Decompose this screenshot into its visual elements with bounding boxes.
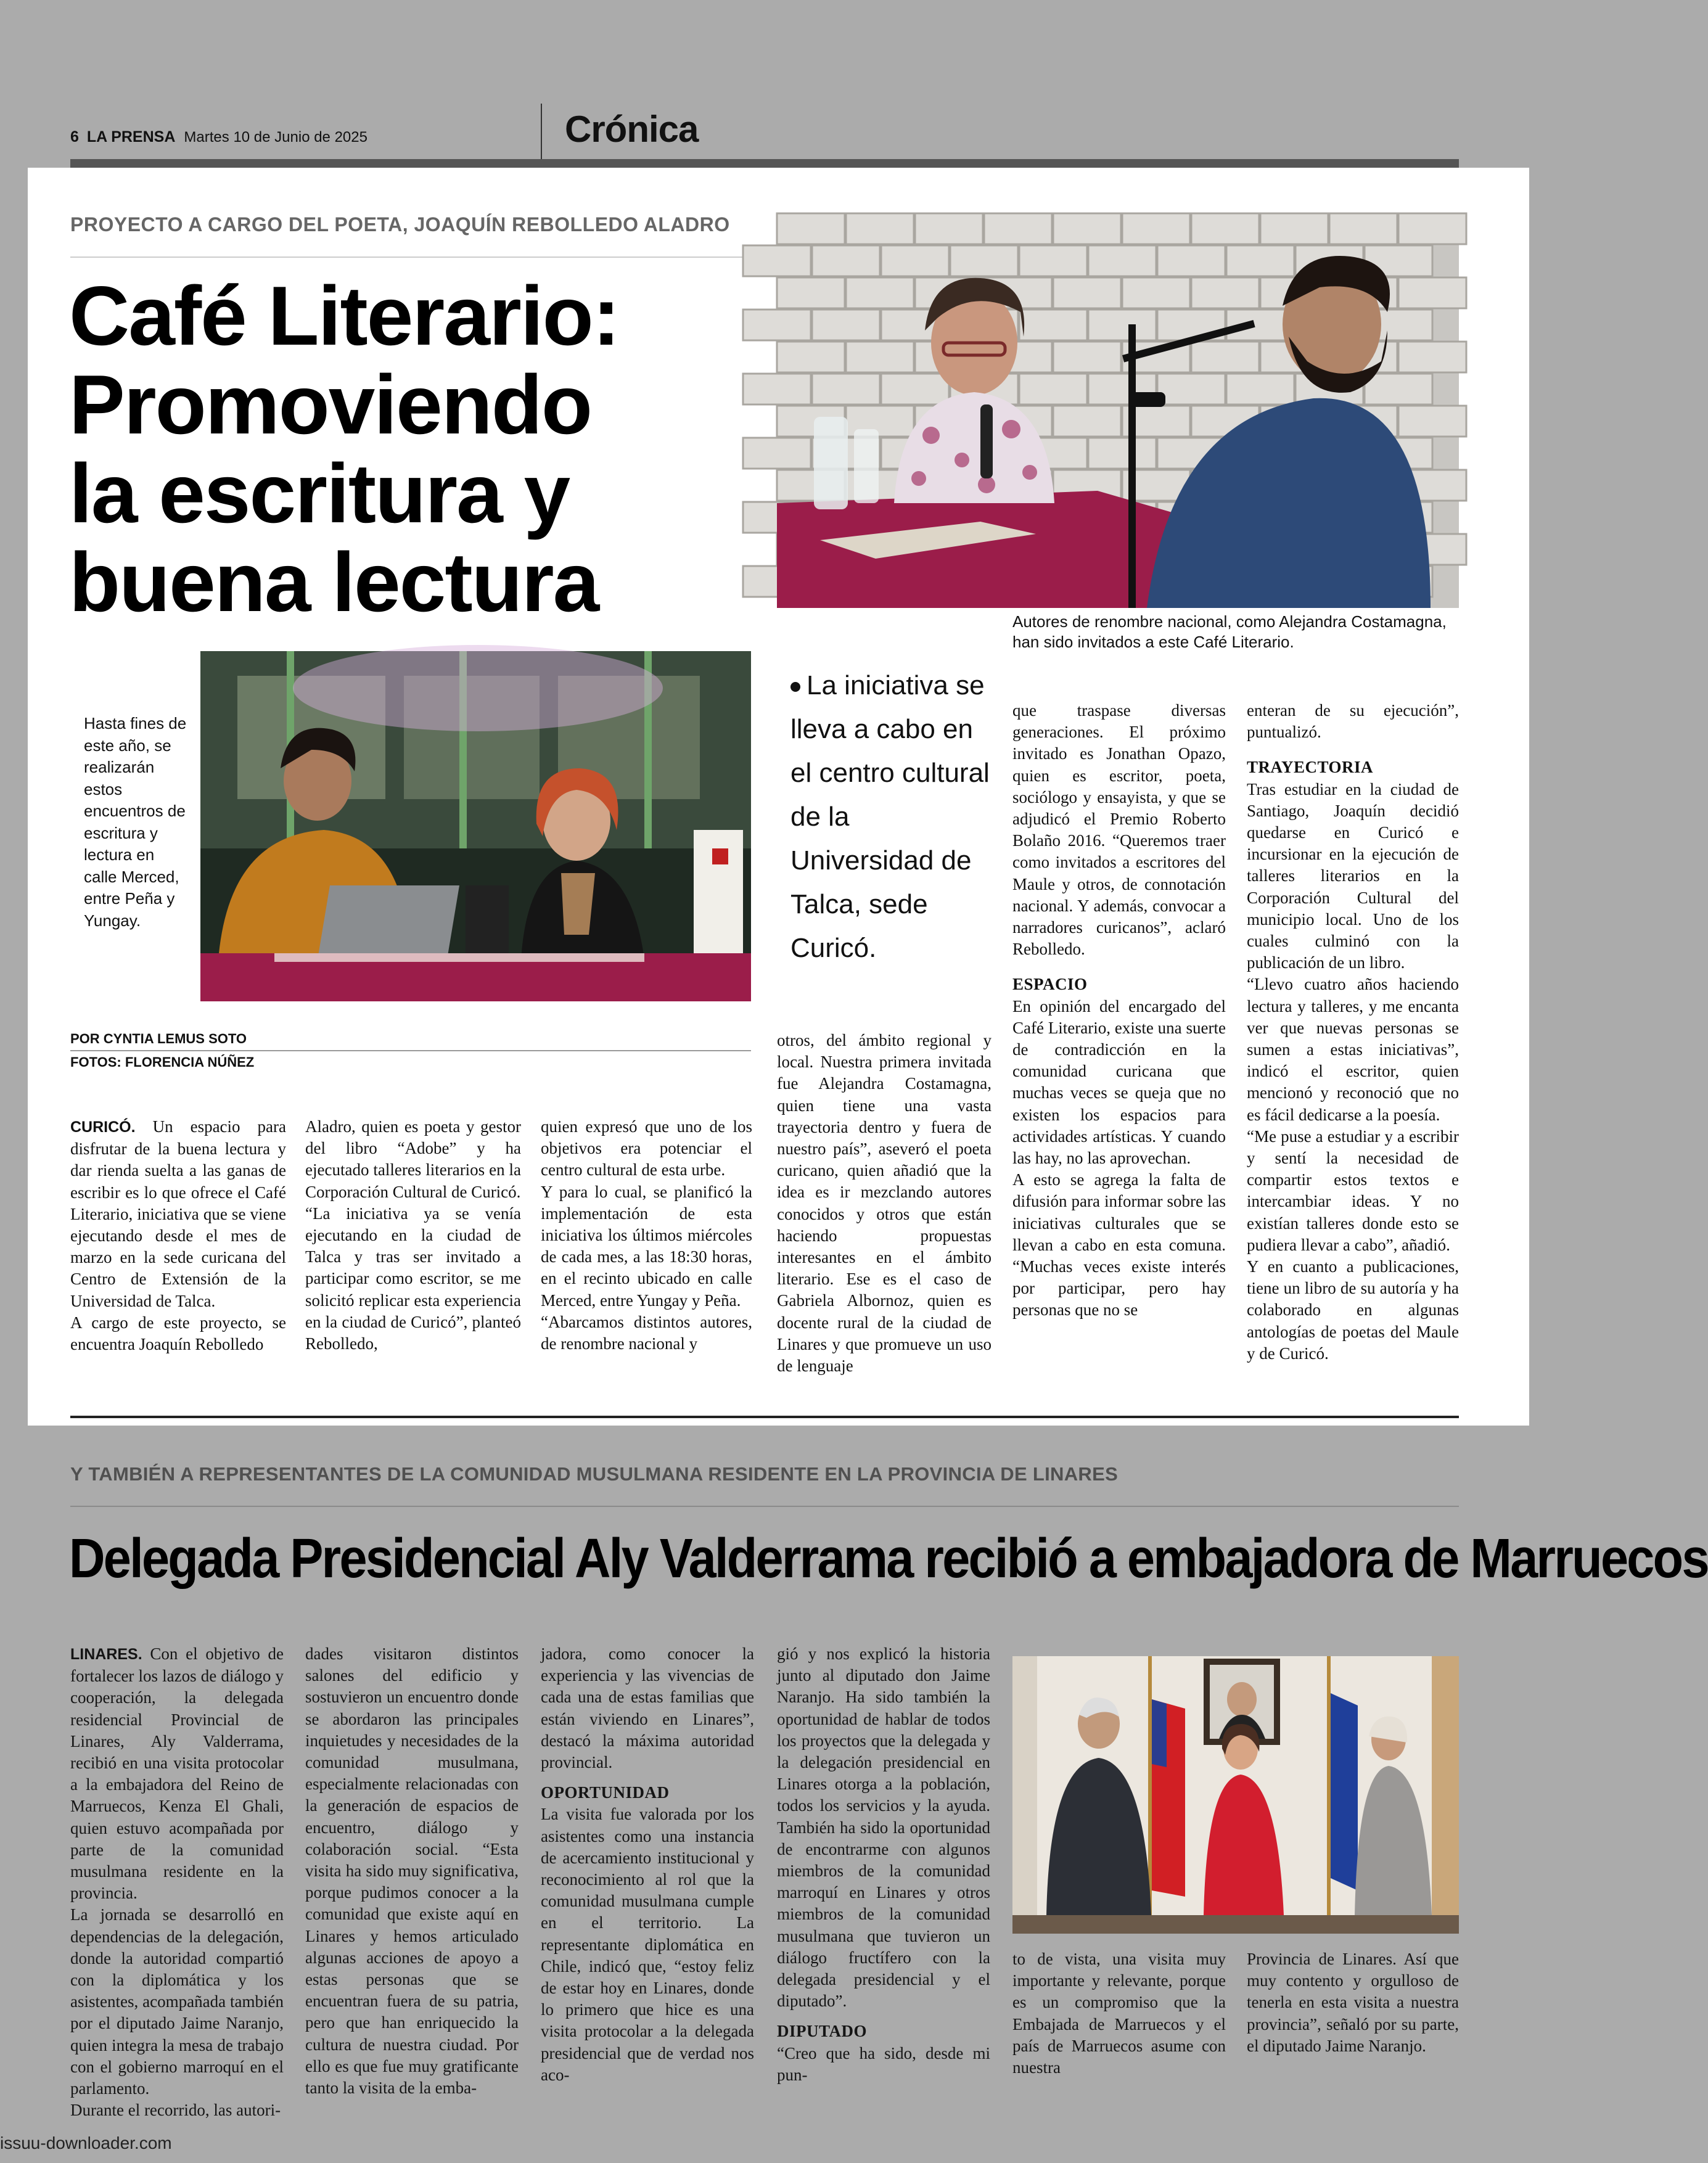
- photo-credit: FOTOS: FLORENCIA NÚÑEZ: [70, 1054, 255, 1070]
- byline-rule: [70, 1050, 751, 1051]
- paragraph: Tras estudiar en la ciudad de Santiago, Joaquín decidió quedarse en Curicó e incursionar en la ejecución de talleres literarios en la Corporación Cultural del municipio local. Uno de los cuales culminó con la publicación de un libro.: [1247, 779, 1459, 972]
- subheading-diputado: DIPUTADO: [777, 2022, 868, 2041]
- article1-column-4: [777, 1030, 992, 1377]
- article2-column-4: [777, 1643, 990, 2086]
- paragraph: enteran de su ejecución”, puntualizó.: [1247, 701, 1459, 742]
- highlight-text: La iniciativa se lleva a cabo en el centro cultural de la Universidad de Talca, sede Curicó.: [790, 670, 990, 963]
- paragraph: Con el objetivo de fortalecer los lazos de diálogo y cooperación, la delegada residencial Provincial de Linares, Aly Valderrama, recibió en una visita protocolar a la embajadora del Reino de Marruecos, Kenza El Ghali, quien estuvo acompañada por parte de la comunidad musulmana residente en la provincia.: [70, 1644, 284, 1903]
- dateline: CURICÓ.: [70, 1118, 136, 1136]
- title-line: la escritura y: [69, 446, 570, 540]
- article1-column-1: [70, 1116, 286, 1355]
- paragraph: “La iniciativa ya se venía ejecutando en la ciudad de Talca y tras ser invitado a participar como escritor, se me solicitó replicar esta experiencia en la ciudad de Curicó”, planteó Rebolledo,: [305, 1204, 521, 1353]
- photo-delegation: [1012, 1656, 1459, 1934]
- subheading-oportunidad: OPORTUNIDAD: [541, 1783, 670, 1802]
- article2-column-3: [541, 1643, 754, 2086]
- paragraph: “Abarcamos distintos autores, de renombre nacional y: [541, 1312, 752, 1353]
- article2-column-1: [70, 1643, 284, 2121]
- paragraph: La jornada se desarrolló en dependencias de la delegación, donde la autoridad compartió con la diplomática y los asistentes, acompañada también por el diputado Jaime Naranjo, quien integra la mesa de trabajo con el gobierno marroquí en el parlamento.: [70, 1905, 284, 2098]
- paragraph: que traspase diversas generaciones. El próximo invitado es Jonathan Opazo, quien es escritor, poeta, sociólogo y ensayista, y que se adjudicó el Premio Roberto Bolaño 2016. “Queremos traer como invitados a escritores del Maule y otros, de connotación nacional. Y además, convocar a narradores curicanos”, aclaró Rebolledo.: [1012, 701, 1226, 959]
- photo-costamagna: [777, 213, 1459, 608]
- article2-column-5: [1012, 1948, 1226, 2079]
- paragraph: “Llevo cuatro años haciendo lectura y talleres, y me encanta ver que nuevas personas se sumen a estas iniciativas”, indicó el escritor, quien mencionó y reconoció que no es fácil dedicarse a la poesía.: [1247, 975, 1459, 1124]
- paper-name: LA PRENSA: [86, 128, 175, 146]
- article1-column-6: [1247, 700, 1459, 1365]
- header-divider: [541, 104, 542, 159]
- title-line: Café Literario:: [69, 269, 619, 363]
- article2-column-2: [305, 1643, 519, 2099]
- paragraph: gió y nos explicó la historia junto al diputado don Jaime Naranjo. Ha sido también la oportunidad de hablar de todos los proyectos que la delegada y la delegación presidencial en Linares otorga a la población, todos los servicios y la ayuda. También ha sido la oportunidad de encontrarme con algunos miembros de la comunidad marroquí en Linares y otros miembros de la comunidad musulmana que tuvieron un diálogo fructífero con la delegada presidencial y el diputado”.: [777, 1644, 990, 2011]
- article2-column-6: [1247, 1948, 1459, 2057]
- subheading-trayectoria: TRAYECTORIA: [1247, 758, 1374, 777]
- paragraph: Y en cuanto a publicaciones, tiene un libro de su autoría y ha colaborado en algunas antologías de poetas del Maule y de Curicó.: [1247, 1257, 1459, 1363]
- bullet-icon: [790, 682, 800, 692]
- article1-title: [69, 269, 619, 629]
- article2-kicker-rule: [70, 1506, 1459, 1507]
- paragraph: “Me puse a estudiar y a escribir y sentí la necesidad de compartir estos textos e intercambiar ideas. Y no existían talleres donde esto se pudiera llevar a cabo”, añadió.: [1247, 1127, 1459, 1254]
- paragraph: Provincia de Linares. Así que muy contento y orgulloso de tenerla en esta visita a nuestra provincia”, señaló por su parte, el diputado Jaime Naranjo.: [1247, 1950, 1459, 2055]
- article1-kicker: PROYECTO A CARGO DEL POETA, JOAQUÍN REBOLLEDO ALADRO: [70, 213, 730, 236]
- photo-rebolledo: [200, 651, 751, 1001]
- paragraph: A cargo de este proyecto, se encuentra Joaquín Rebolledo: [70, 1313, 286, 1354]
- side-caption: Hasta fines de este año, se realizarán estos encuentros de escritura y lectura en calle Merced, entre Peña y Yungay.: [84, 714, 187, 930]
- article1-column-2: [305, 1116, 521, 1355]
- subheading-espacio: ESPACIO: [1012, 975, 1088, 994]
- article2-title: Delegada Presidencial Aly Valderrama recibió a embajadora de Marruecos: [69, 1528, 1708, 1590]
- paragraph: Un espacio para disfrutar de la buena lectura y dar rienda suelta a las ganas de escribir es lo que ofrece el Café Literario, iniciativa que se viene ejecutando desde el mes de marzo en la sede curicana del Centro de Extensión de la Universidad de Talca.: [70, 1117, 287, 1310]
- kicker-rule: [70, 257, 752, 258]
- byline: POR CYNTIA LEMUS SOTO: [70, 1031, 247, 1046]
- paragraph: quien expresó que uno de los objetivos era potenciar el centro cultural de esta urbe.: [541, 1117, 752, 1180]
- paragraph: La visita fue valorada por los asistentes como una instancia de acercamiento institucional y reconocimiento al rol que la comunidad musulmana cumple en el territorio. La representante diplomática en Chile, indicó que, “estoy feliz de estar hoy en Linares, donde lo primero que hice es una visita protocolar a la delegada presidencial que de verdad nos aco-: [541, 1805, 754, 2084]
- paragraph: A esto se agrega la falta de difusión para informar sobre las iniciativas culturales que se llevan a cabo en esta comuna. “Muchas veces existe interés por participar, pero hay personas que no se: [1012, 1170, 1226, 1320]
- title-line: Promoviendo: [69, 358, 591, 451]
- highlight-quote: [790, 663, 994, 970]
- paragraph: “Creo que ha sido, desde mi pun-: [777, 2043, 990, 2084]
- paragraph: Aladro, quien es poeta y gestor del libro “Adobe” y ha ejecutado talleres literarios en la Corporación Cultural de Curicó.: [305, 1117, 521, 1201]
- paragraph: to de vista, una visita muy importante y relevante, porque es un compromiso que la Embajada de Marruecos y el país de Marruecos asume con nuestra: [1012, 1950, 1226, 2077]
- title-line: buena lectura: [69, 535, 599, 629]
- article1-column-5: [1012, 700, 1226, 1321]
- top-photo-caption: Autores de renombre nacional, como Alejandra Costamagna, han sido invitados a este Café Literario.: [1012, 612, 1447, 651]
- paragraph: En opinión del encargado del Café Literario, existe una suerte de contradicción en la comunidad curicana que muchas veces se queja que no existen los espacios para actividades artísticas. Y cuando las hay, no las aprovechan.: [1012, 996, 1226, 1168]
- paragraph: Y para lo cual, se planificó la implementación de esta iniciativa los últimos miércoles de cada mes, a las 18:30 horas, en el recinto ubicado en calle Merced, entre Yungay y Peña.: [541, 1182, 752, 1310]
- article2-top-rule: [70, 1416, 1459, 1418]
- paragraph: Durante el recorrido, las autori-: [70, 2101, 281, 2120]
- issue-date: Martes 10 de Junio de 2025: [184, 129, 367, 146]
- article1-column-3: [541, 1116, 752, 1355]
- page-number: 6: [70, 128, 79, 146]
- paragraph: otros, del ámbito regional y local. Nuestra primera invitada fue Alejandra Costamagna, quien tiene una vasta trayectoria dentro y fuera de nuestro país”, aseveró el poeta curicano, quien añadió que la idea es ir mezclando autores conocidos y otros que están haciendo propuestas interesantes en el ámbito literario. Ese es el caso de Gabriela Albornoz, quien es docente rural de la ciudad de Linares y que promueve un uso de lenguaje: [777, 1031, 992, 1376]
- page-header: [70, 128, 367, 153]
- paragraph: jadora, como conocer la experiencia y las vivencias de cada una de estas familias que están viviendo en Linares”, destacó la máxima autoridad provincial.: [541, 1644, 754, 1772]
- header-rule: [70, 159, 1459, 168]
- dateline: LINARES.: [70, 1646, 142, 1663]
- article2-kicker: Y TAMBIÉN A REPRESENTANTES DE LA COMUNIDAD MUSULMANA RESIDENTE EN LA PROVINCIA DE LINARES: [70, 1463, 1119, 1485]
- paragraph: dades visitaron distintos salones del edificio y sostuvieron un encuentro donde se abordaron las principales inquietudes y necesidades de la comunidad musulmana, especialmente relacionadas con la generación de espacios de encuentro, diálogo y colaboración social. “Esta visita ha sido muy significativa, porque pudimos conocer a la comunidad que existe aquí en Linares y hemos articulado algunas acciones de apoyo a estas personas que se encuentran fuera de su patria, pero que han enriquecido la cultura de nuestra ciudad. Por ello es que fue muy gratificante tanto la visita de la emba-: [305, 1644, 519, 2098]
- section-name: Crónica: [565, 109, 699, 150]
- watermark-text: issuu-downloader.com: [0, 2133, 172, 2153]
